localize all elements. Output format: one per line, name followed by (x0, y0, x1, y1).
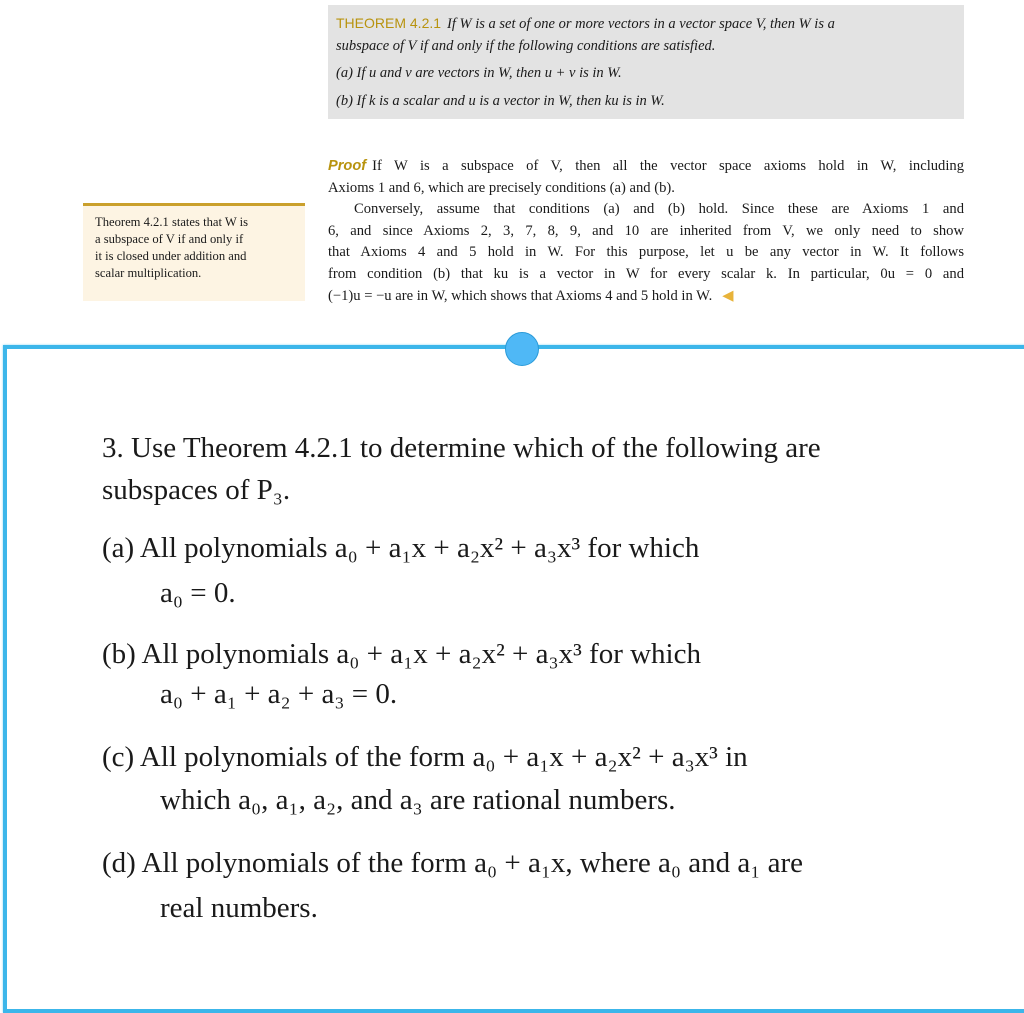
end-of-proof-icon: ◀ (722, 287, 734, 304)
problem-statement: 3. Use Theorem 4.2.1 to determine which of the following are (102, 432, 821, 464)
proof-line: 6, and since Axioms 2, 3, 7, 8, 9, and 10 are inherited from V, we only need to show (328, 222, 964, 239)
proof-line: from condition (b) that ku is a vector in W for every scalar k. In particular, 0u = 0 and (328, 265, 964, 282)
theorem-condition-a: (a) If u and v are vectors in W, then u + v is in W. (336, 65, 622, 81)
theorem-condition-b: (b) If k is a scalar and u is a vector in W, then ku is in W. (336, 93, 665, 109)
theorem-label: THEOREM 4.2.1 (336, 15, 442, 31)
part-b: (b) All polynomials a₀ + a₁x + a₂x² + a₃x³ for which (102, 638, 701, 670)
proof-line: Conversely, assume that conditions (a) and (b) hold. Since these are Axioms 1 and (354, 201, 964, 218)
part-a: (a) All polynomials a₀ + a₁x + a₂x² + a₃x³ for which (102, 532, 700, 564)
proof-label: Proof (328, 158, 367, 174)
proof-line: that Axioms 4 and 5 hold in W. For this purpose, let u be any vector in W. It follows (328, 244, 964, 261)
proof-line: Axioms 1 and 6, which are precisely conditions (a) and (b). (328, 179, 675, 196)
part-c: (c) All polynomials of the form a₀ + a₁x + a₂x² + a₃x³ in (102, 741, 748, 773)
note-line: a subspace of V if and only if (95, 232, 244, 246)
problem-statement: subspaces of P₃. (102, 474, 291, 506)
part-d: (d) All polynomials of the form a₀ + a₁x, where a₀ and a₁ are (102, 847, 804, 879)
note-line: scalar multiplication. (95, 266, 202, 280)
theorem-line: THEOREM 4.2.1 If W is a set of one or more vectors in a vector space V, then W is a (336, 15, 835, 32)
part-d: real numbers. (160, 892, 318, 924)
theorem-line: subspace of V if and only if the following conditions are satisfied. (336, 38, 716, 54)
note-line: it is closed under addition and (95, 249, 247, 263)
proof-line: (−1)u = −u are in W, which shows that Axioms 4 and 5 hold in W. ◀ (328, 287, 734, 304)
proof-line: Proof If W is a subspace of V, then all the vector space axioms hold in W, including (328, 158, 964, 174)
proof-paragraph (328, 156, 964, 307)
part-a: a₀ = 0. (160, 577, 236, 609)
margin-note (83, 203, 305, 301)
theorem-box (328, 5, 964, 119)
note-line: Theorem 4.2.1 states that W is (95, 215, 249, 229)
selection-drag-handle[interactable] (505, 332, 539, 366)
part-b: a₀ + a₁ + a₂ + a₃ = 0. (160, 678, 398, 710)
part-c: which a₀, a₁, a₂, and a₃ are rational numbers. (160, 784, 676, 816)
